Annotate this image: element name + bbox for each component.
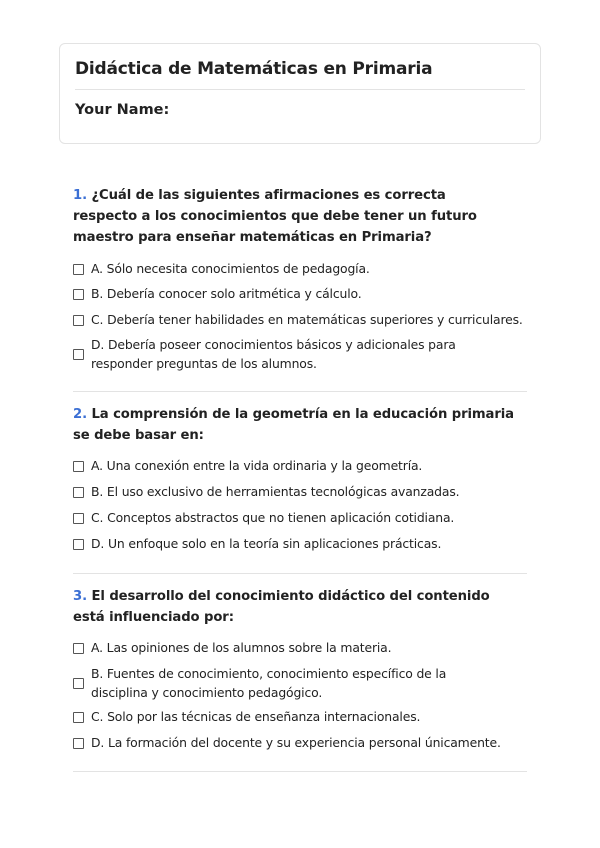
option-c[interactable] bbox=[73, 509, 527, 528]
option-c[interactable] bbox=[73, 311, 527, 330]
checkbox[interactable] bbox=[73, 643, 84, 654]
option-d[interactable] bbox=[73, 535, 527, 554]
checkbox[interactable] bbox=[73, 289, 84, 300]
question-3 bbox=[73, 586, 527, 750]
question-number: 2. bbox=[73, 407, 87, 422]
option-label: D. Un enfoque solo en la teoría sin aplicaciones prácticas. bbox=[91, 536, 442, 551]
checkbox[interactable] bbox=[73, 539, 84, 550]
option-label: C. Conceptos abstractos que no tienen aplicación cotidiana. bbox=[91, 510, 455, 525]
question-2 bbox=[73, 404, 527, 551]
header-card bbox=[59, 43, 541, 144]
question-divider bbox=[73, 573, 527, 574]
question-text bbox=[73, 586, 503, 628]
question-prompt: La comprensión de la geometría en la educación primaria se debe basar en: bbox=[73, 407, 514, 443]
checkbox[interactable] bbox=[73, 678, 84, 689]
checkbox[interactable] bbox=[73, 738, 84, 749]
option-b[interactable] bbox=[73, 285, 527, 304]
option-label: A. Las opiniones de los alumnos sobre la materia. bbox=[91, 640, 392, 655]
question-divider bbox=[73, 391, 527, 392]
question-text bbox=[73, 404, 527, 446]
option-a[interactable] bbox=[73, 639, 527, 658]
option-b[interactable] bbox=[73, 483, 527, 502]
option-d[interactable] bbox=[73, 734, 527, 753]
question-prompt: ¿Cuál de las siguientes afirmaciones es correcta respecto a los conocimientos que debe tener un futuro maestro para enseñar matemáticas en Primaria? bbox=[73, 188, 477, 245]
checkbox[interactable] bbox=[73, 461, 84, 472]
question-prompt: El desarrollo del conocimiento didáctico del contenido está influenciado por: bbox=[73, 589, 490, 625]
question-number: 3. bbox=[73, 589, 87, 604]
question-number: 1. bbox=[73, 188, 87, 203]
option-label: A. Una conexión entre la vida ordinaria y la geometría. bbox=[91, 458, 423, 473]
question-text bbox=[73, 185, 513, 248]
option-label: C. Debería tener habilidades en matemáticas superiores y curriculares. bbox=[91, 312, 523, 327]
option-a[interactable] bbox=[73, 457, 527, 476]
option-label: B. Fuentes de conocimiento, conocimiento específico de la disciplina y conocimiento pedagógico. bbox=[91, 666, 447, 700]
checkbox[interactable] bbox=[73, 315, 84, 326]
option-label: B. El uso exclusivo de herramientas tecnológicas avanzadas. bbox=[91, 484, 460, 499]
option-c[interactable] bbox=[73, 708, 527, 727]
option-a[interactable] bbox=[73, 260, 527, 279]
option-label: D. La formación del docente y su experiencia personal únicamente. bbox=[91, 735, 501, 750]
checkbox[interactable] bbox=[73, 712, 84, 723]
checkbox[interactable] bbox=[73, 349, 84, 360]
option-label: C. Solo por las técnicas de enseñanza internacionales. bbox=[91, 709, 421, 724]
checkbox[interactable] bbox=[73, 513, 84, 524]
question-divider bbox=[73, 771, 527, 772]
option-label: A. Sólo necesita conocimientos de pedagogía. bbox=[91, 261, 370, 276]
page-title: Didáctica de Matemáticas en Primaria bbox=[75, 59, 433, 79]
option-b[interactable] bbox=[73, 665, 513, 702]
checkbox[interactable] bbox=[73, 487, 84, 498]
option-label: B. Debería conocer solo aritmética y cálculo. bbox=[91, 286, 362, 301]
title-divider bbox=[75, 89, 525, 90]
option-label: D. Debería poseer conocimientos básicos y adicionales para responder preguntas de los alumnos. bbox=[91, 337, 456, 371]
option-d[interactable] bbox=[73, 336, 513, 373]
name-label: Your Name: bbox=[75, 102, 170, 118]
checkbox[interactable] bbox=[73, 264, 84, 275]
question-1 bbox=[73, 185, 527, 371]
